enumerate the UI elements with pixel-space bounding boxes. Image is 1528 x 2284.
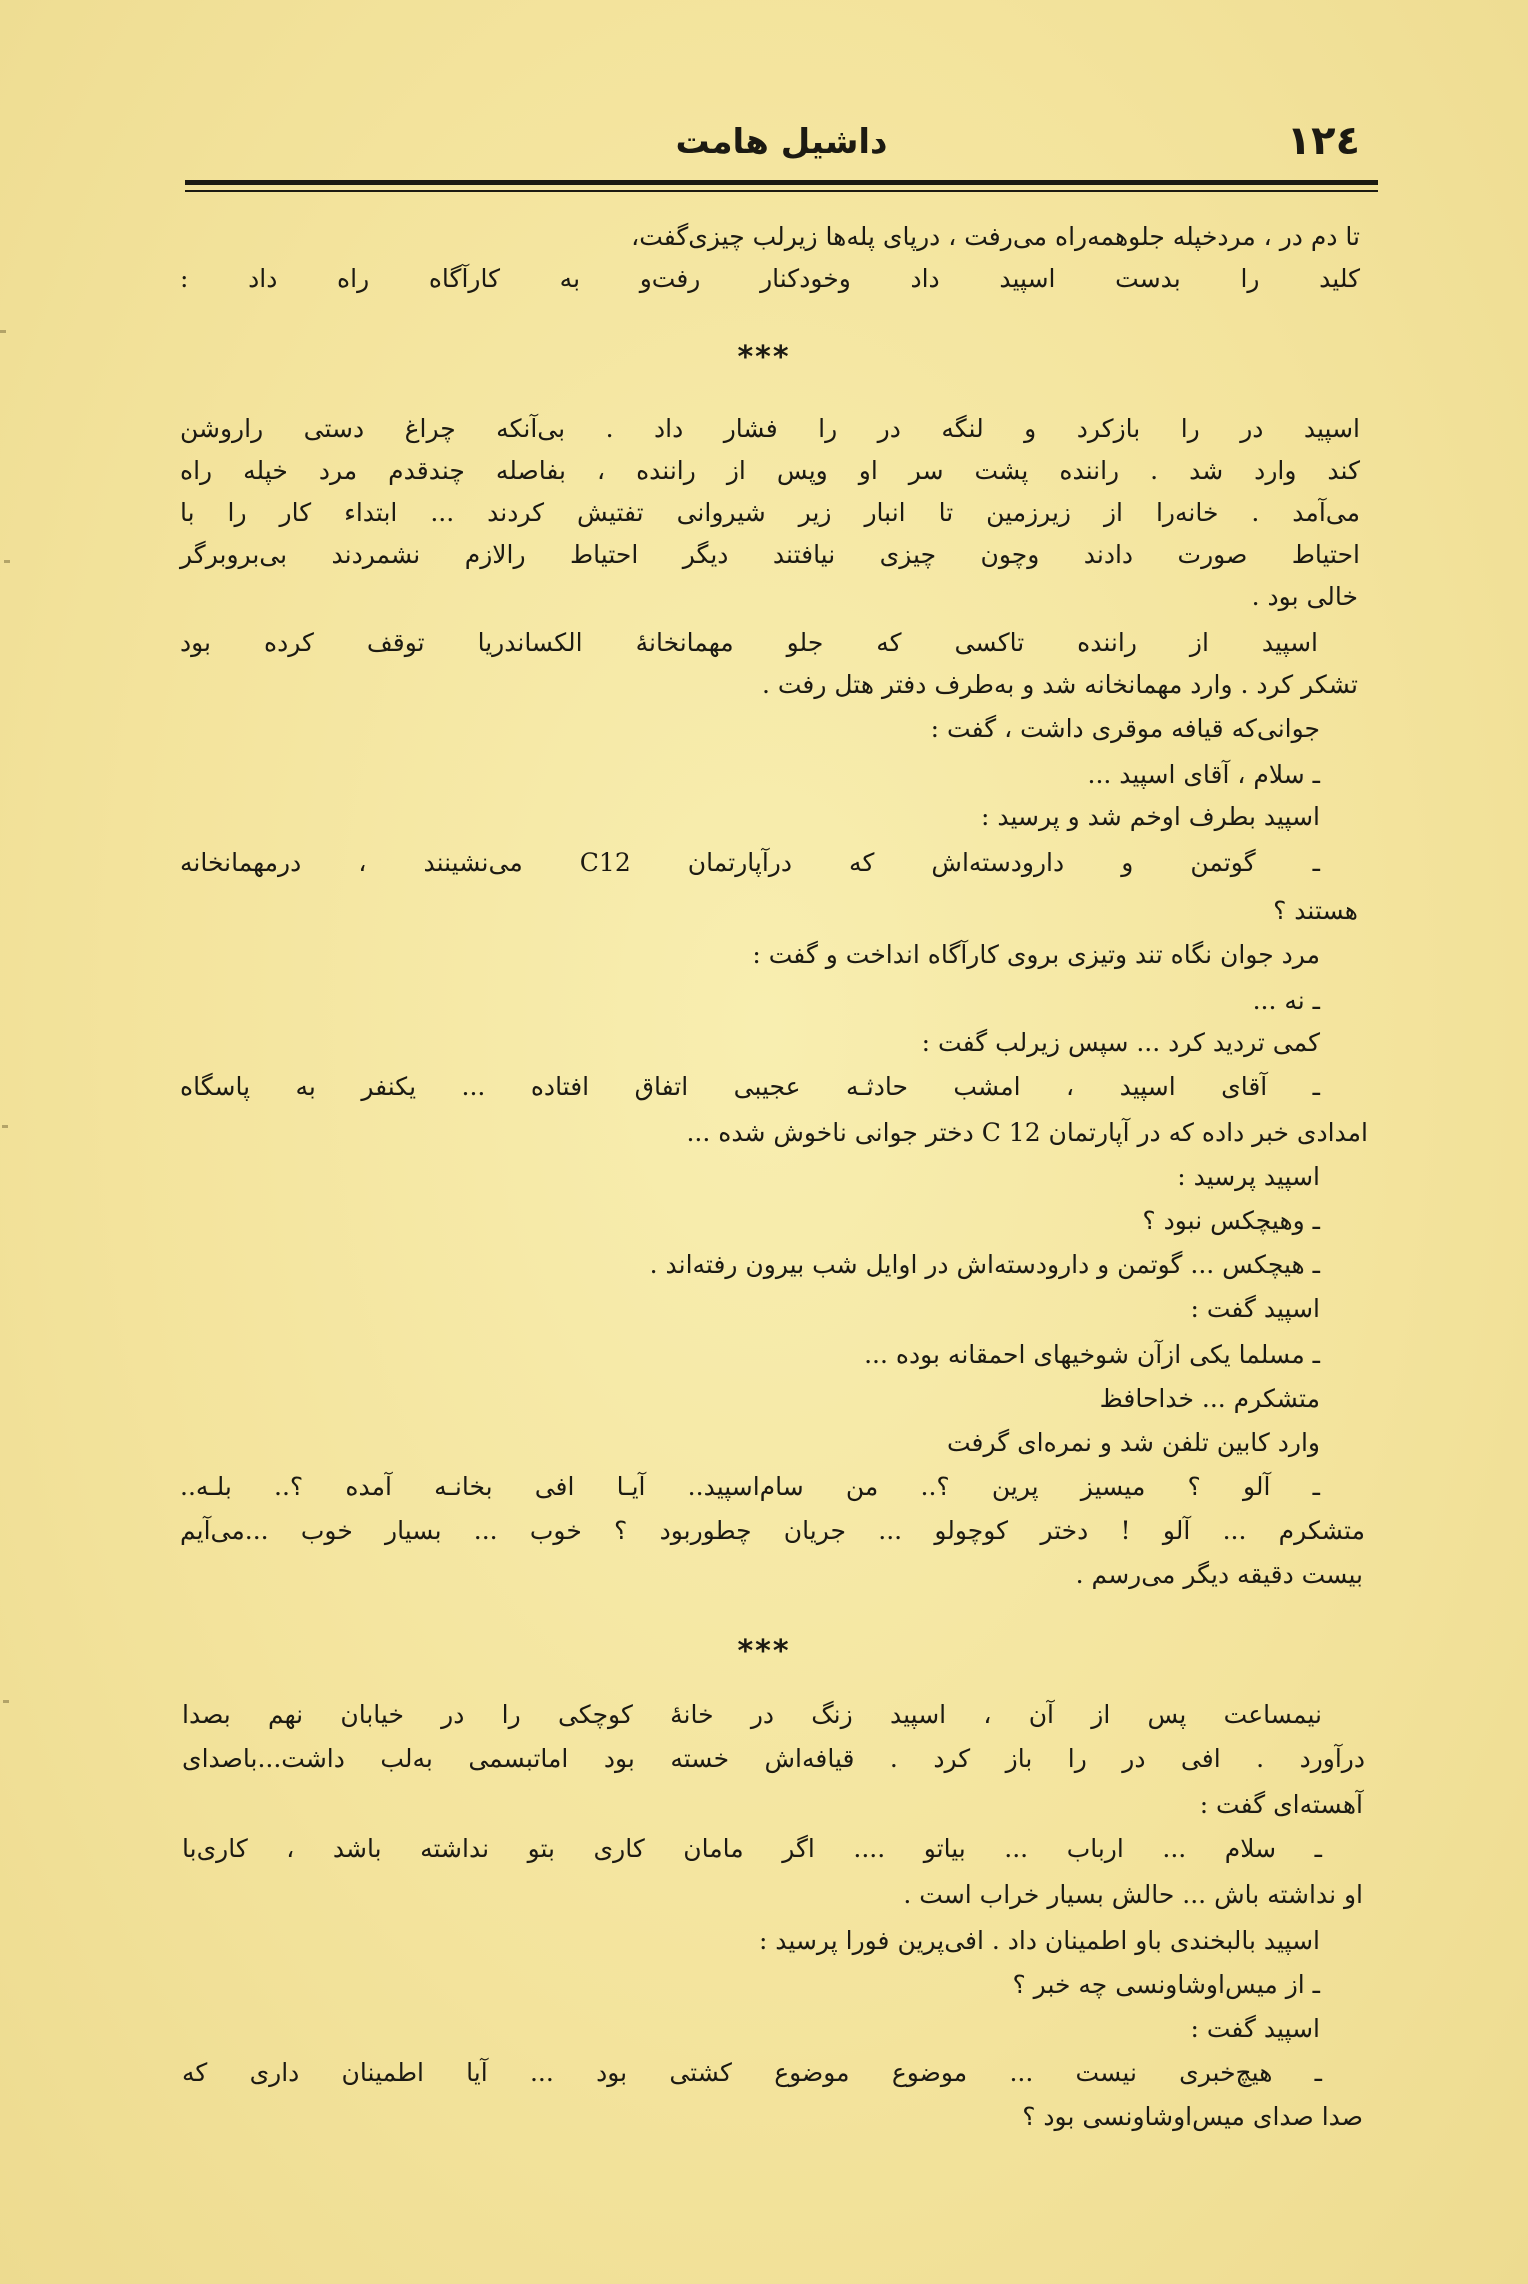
page-header [185, 118, 1378, 180]
header-rule-thick [185, 180, 1378, 185]
text-line: کمی تردید کرد ... سپس زیرلب گفت : [921, 1028, 1320, 1057]
text-line: ـ سلام ... ارباب ... بیاتو .... اگر مامان کاری بتو نداشته باشد ، کاری‌با [182, 1834, 1322, 1863]
text-line: خالی بود . [1251, 582, 1358, 611]
text-line: ـ نه ... [1252, 986, 1320, 1015]
paper-mark [4, 560, 10, 563]
text-line: اسپید بالبخندی باو اطمینان داد . افی‌پرین فورا پرسید : [758, 1926, 1320, 1955]
text-line: اسپید بطرف اوخم شد و پرسید : [980, 802, 1320, 831]
text-line: ـ مسلما یکی ازآن شوخیهای احمقانه بوده ... [864, 1340, 1320, 1369]
section-separator: *** [737, 1634, 791, 1669]
paper-mark [3, 1700, 9, 1703]
text-line: ـ آلو ؟ میسیز پرین ؟.. من سام‌اسپید.. آیـا افی بخانـه آمده ؟.. بلـه.. [180, 1472, 1320, 1501]
header-rule-thin [185, 190, 1378, 192]
text-line: متشکرم ... آلو ! دختر کوچولو ... جریان چطوربود ؟ خوب ... بسیار خوب ...می‌آیم [180, 1516, 1365, 1545]
text-line: اسپید پرسید : [1177, 1162, 1320, 1191]
text-line: ـ از میس‌اوشاونسی چه خبر ؟ [1012, 1970, 1320, 1999]
section-separator: *** [737, 340, 791, 375]
text-line: وارد کابین تلفن شد و نمره‌ای گرفت [946, 1428, 1320, 1457]
text-line: تشکر کرد . وارد مهمانخانه شد و به‌طرف دفتر هتل رفت . [761, 670, 1358, 699]
text-line: می‌آمد . خانه‌را از زیرزمین تا انبار زیر شیروانی تفتیش کردند ... ابتداء کار را با [180, 498, 1360, 527]
text-line: آهسته‌ای گفت : [1199, 1790, 1363, 1819]
text-line: تا دم در ، مردخپله جلوهمه‌راه می‌رفت ، درپای پله‌ها زیرلب چیزی‌گفت، [631, 222, 1360, 251]
text-line: اسپید از راننده تاکسی که جلو مهمانخانهٔ الکساندریا توقف کرده بود [180, 628, 1318, 657]
paper-mark [0, 330, 6, 333]
text-line: هستند ؟ [1273, 896, 1358, 925]
text-line: درآورد . افی در را باز کرد . قیافه‌اش خسته بود اماتبسمی به‌لب داشت...باصدای [182, 1744, 1365, 1773]
text-line: ـ سلام ، آقای اسپید ... [1087, 760, 1320, 789]
text-line: احتیاط صورت دادند وچون چیزی نیافتند دیگر احتیاط رالازم نشمردند بی‌برو‌برگر [180, 540, 1360, 569]
text-line: ـ وهیچکس نبود ؟ [1142, 1206, 1320, 1235]
paper-mark [2, 1125, 8, 1128]
text-line: اسپید گفت : [1190, 1294, 1320, 1323]
text-line: ـ هیچکس ... گوتمن و دارودسته‌اش در اوایل شب بیرون رفته‌اند . [649, 1250, 1320, 1279]
text-line: امدادی خبر داده که در آپارتمان C 12 دختر جوانی ناخوش شده ... [686, 1118, 1368, 1147]
text-line: کلید را بدست اسپید داد وخودکنار رفت‌و به کارآگاه راه داد : [180, 264, 1360, 293]
text-line: اسپید در را بازکرد و لنگه در را فشار داد . بی‌آنکه چراغ دستی راروشن [180, 414, 1360, 443]
text-line: متشکرم ... خداحافظ [1099, 1384, 1320, 1413]
text-line: اسپید گفت : [1190, 2014, 1320, 2043]
text-line: نیمساعت پس از آن ، اسپید زنگ در خانهٔ کوچکی را در خیابان نهم بصدا [182, 1700, 1322, 1729]
text-line: بیست دقیقه دیگر می‌رسم . [1075, 1560, 1363, 1589]
text-line: ـ هیچ‌خبری نیست ... موضوع موضوع کشتی بود ... آیا اطمینان داری که [182, 2058, 1322, 2087]
text-line: ـ آقای اسپید ، امشب حادثـه عجیبی اتفاق افتاده ... یکنفر به پاسگاه [180, 1072, 1320, 1101]
text-line: ـ گوتمن و دارودسته‌اش که درآپارتمان C12 می‌نشینند ، درمهمانخانه [180, 848, 1320, 877]
text-line: مرد جوان نگاه تند وتیزی بروی کارآگاه انداخت و گفت : [752, 940, 1320, 969]
text-line: کند وارد شد . راننده پشت سر او وپس از راننده ، بفاصله چندقدم مرد خپله راه [180, 456, 1360, 485]
text-line: او نداشته باش ... حالش بسیار خراب است . [903, 1880, 1363, 1909]
text-line: جوانی‌که قیافه موقری داشت ، گفت : [930, 714, 1320, 743]
running-title: داشیل هامت [675, 122, 888, 162]
text-line: صدا صدای میس‌اوشاونسی بود ؟ [1022, 2102, 1363, 2131]
page-number: ۱۲٤ [1286, 118, 1360, 164]
